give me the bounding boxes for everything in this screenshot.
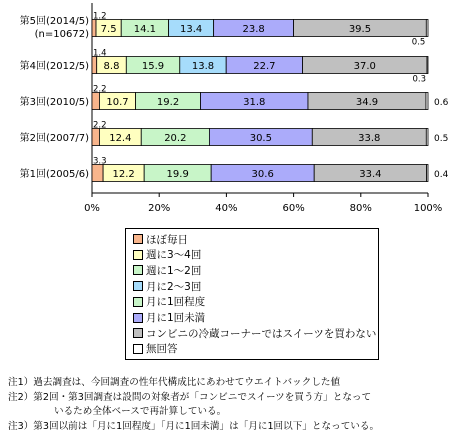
category-label: 第2回(2007/7) xyxy=(19,133,89,144)
x-tick-label: 0% xyxy=(84,203,100,214)
value-label: 39.5 xyxy=(348,24,372,35)
legend-swatch xyxy=(133,344,143,354)
footnote-2: 注2）第2回・第3回調査は設問の対象者が「コンビニでスイーツを買う方」となって xyxy=(8,391,372,403)
value-label: 20.2 xyxy=(164,133,187,144)
value-label: 30.5 xyxy=(249,133,272,144)
legend-swatch xyxy=(133,313,143,323)
value-label: 8.8 xyxy=(103,61,120,72)
value-label: 0.4 xyxy=(434,170,449,180)
value-label: 1.2 xyxy=(93,11,107,22)
value-label: 19.2 xyxy=(156,97,180,108)
value-label: 13.8 xyxy=(191,61,215,72)
x-tick-label: 60% xyxy=(282,203,305,214)
value-label: 12.2 xyxy=(112,169,135,180)
bar-segment xyxy=(427,57,428,74)
bar-segment xyxy=(92,20,96,37)
value-label: 0.5 xyxy=(411,37,426,48)
legend-item xyxy=(133,263,201,277)
value-label: 0.3 xyxy=(412,74,426,85)
value-label: 1.4 xyxy=(93,48,107,59)
legend-swatch xyxy=(133,250,143,260)
category-label: 第4回(2012/5) xyxy=(19,61,89,72)
category-label: 第3回(2010/5) xyxy=(19,97,89,108)
value-label: 13.4 xyxy=(179,24,203,35)
x-tick-label: 20% xyxy=(148,203,171,214)
x-tick-label: 40% xyxy=(215,203,238,214)
value-label: 23.8 xyxy=(242,24,265,35)
bar-segment xyxy=(427,165,428,182)
value-label: 33.4 xyxy=(359,169,382,180)
bar-segment xyxy=(92,129,99,146)
category-label: 第1回(2005/6) xyxy=(19,169,89,180)
legend-label: 週に1〜2回 xyxy=(146,264,202,277)
bar-segment xyxy=(92,165,103,182)
legend-item xyxy=(133,342,178,356)
legend-item xyxy=(133,232,188,246)
bar-segment xyxy=(426,93,428,110)
bar-segment xyxy=(92,93,99,110)
value-label: 7.5 xyxy=(100,24,117,35)
legend-label: 週に3〜4回 xyxy=(146,249,202,262)
x-tick-label: 80% xyxy=(349,203,372,214)
legend-label: コンビニの冷蔵コーナーではスイーツを買わない xyxy=(146,327,377,340)
footnote-1: 注1）過去調査は、今回調査の性年代構成比にあわせてウエイトバックした値 xyxy=(8,377,341,388)
bar-segment xyxy=(426,129,428,146)
value-label: 14.1 xyxy=(133,24,157,35)
footnote-3: 注3）第3回以前は「月に1回程度」「月に1回未満」は「月に1回以下」となっている。 xyxy=(8,420,380,432)
value-label: 30.6 xyxy=(251,169,274,180)
chart-legend xyxy=(125,228,379,360)
legend-swatch xyxy=(133,265,143,275)
value-label: 2.2 xyxy=(93,120,107,131)
bar-segment xyxy=(426,20,428,37)
legend-label: ほぼ毎日 xyxy=(146,233,188,246)
legend-item xyxy=(133,311,205,325)
legend-label: 無回答 xyxy=(146,343,178,356)
footnotes xyxy=(8,376,448,434)
value-label: 0.5 xyxy=(434,134,449,144)
value-label: 33.8 xyxy=(358,133,381,144)
legend-swatch xyxy=(133,281,143,291)
x-tick-label: 100% xyxy=(413,203,443,214)
value-label: 34.9 xyxy=(355,97,379,108)
value-label: 3.3 xyxy=(93,156,107,167)
category-label: (n=10672) xyxy=(34,29,89,40)
value-label: 15.9 xyxy=(141,61,165,72)
legend-label: 月に2〜3回 xyxy=(146,280,202,293)
value-label: 19.9 xyxy=(166,169,189,180)
legend-label: 月に1回未満 xyxy=(146,312,206,324)
value-label: 22.7 xyxy=(253,61,276,72)
legend-item xyxy=(133,295,205,309)
legend-swatch xyxy=(133,297,143,307)
value-label: 31.8 xyxy=(243,97,266,108)
value-label: 37.0 xyxy=(353,61,376,72)
bar-segment xyxy=(92,57,97,74)
value-label: 2.2 xyxy=(93,84,107,95)
legend-swatch xyxy=(133,234,143,244)
footnote-2-continued: いるため全体ベースで再計算している。 xyxy=(54,406,227,417)
legend-item xyxy=(133,279,201,293)
legend-item xyxy=(133,248,201,262)
value-label: 0.6 xyxy=(434,98,449,108)
value-label: 10.7 xyxy=(106,97,129,108)
value-label: 12.4 xyxy=(109,133,132,144)
legend-item xyxy=(133,326,376,340)
legend-label: 月に1回程度 xyxy=(146,296,206,309)
legend-swatch xyxy=(133,328,143,338)
category-label: 第5回(2014/5) xyxy=(19,16,89,27)
